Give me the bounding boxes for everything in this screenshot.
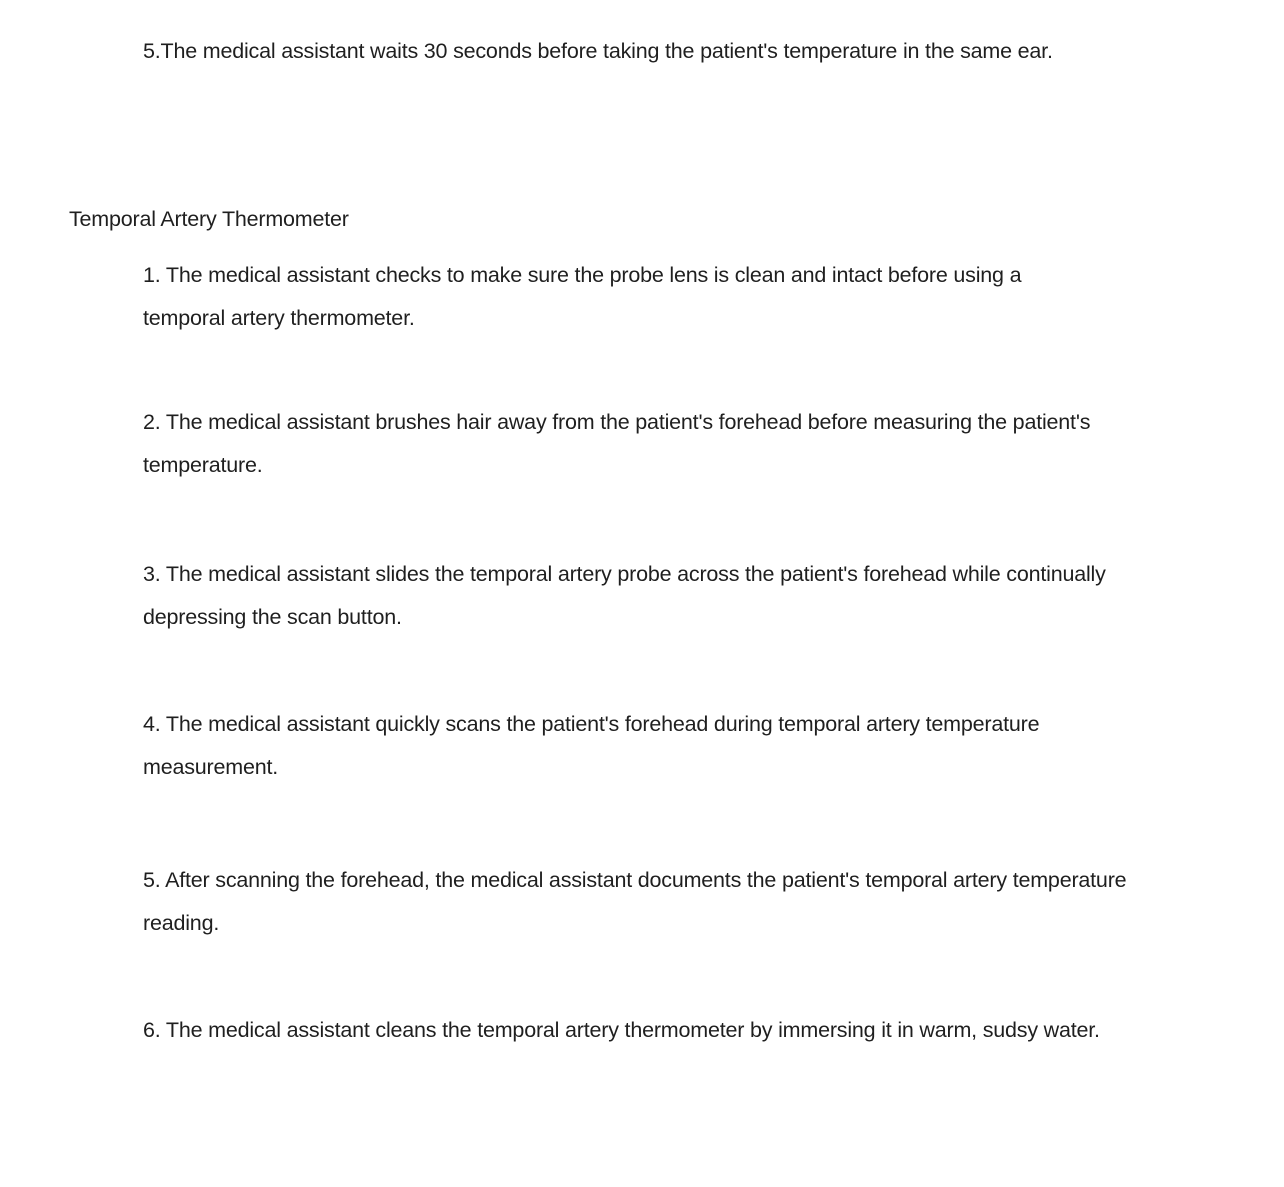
item-text-line-1: 1. The medical assistant checks to make sure the probe lens is clean and intact before using a — [143, 263, 1022, 287]
item-text-line-2: depressing the scan button. — [143, 605, 402, 629]
item-text-line-1: 2. The medical assistant brushes hair away from the patient's forehead before measuring the patient's — [143, 410, 1091, 434]
section-heading: Temporal Artery Thermometer — [69, 207, 349, 231]
list-item-1 — [143, 254, 1243, 340]
list-item-4 — [143, 703, 1243, 789]
item-text-line-1: 4. The medical assistant quickly scans the patient's forehead during temporal artery temperature — [143, 712, 1040, 736]
item-text-line-2: measurement. — [143, 755, 279, 779]
list-item-5 — [143, 859, 1243, 945]
item-text-line-1: 5. After scanning the forehead, the medical assistant documents the patient's temporal artery temperature — [143, 868, 1127, 892]
item-text-line-1: 6. The medical assistant cleans the temporal artery thermometer by immersing it in warm, sudsy water. — [143, 1018, 1100, 1042]
item-text-line-1: 3. The medical assistant slides the temporal artery probe across the patient's forehead while continually — [143, 562, 1106, 586]
previous-section-item-5 — [143, 30, 1243, 73]
list-item-2 — [143, 401, 1243, 487]
list-item-3 — [143, 553, 1243, 639]
item-text: 5.The medical assistant waits 30 seconds before taking the patient's temperature in the same ear. — [143, 39, 1053, 63]
list-item-6 — [143, 1009, 1243, 1052]
item-text-line-2: reading. — [143, 911, 220, 935]
item-text-line-2: temporal artery thermometer. — [143, 306, 415, 330]
item-text-line-2: temperature. — [143, 453, 263, 477]
